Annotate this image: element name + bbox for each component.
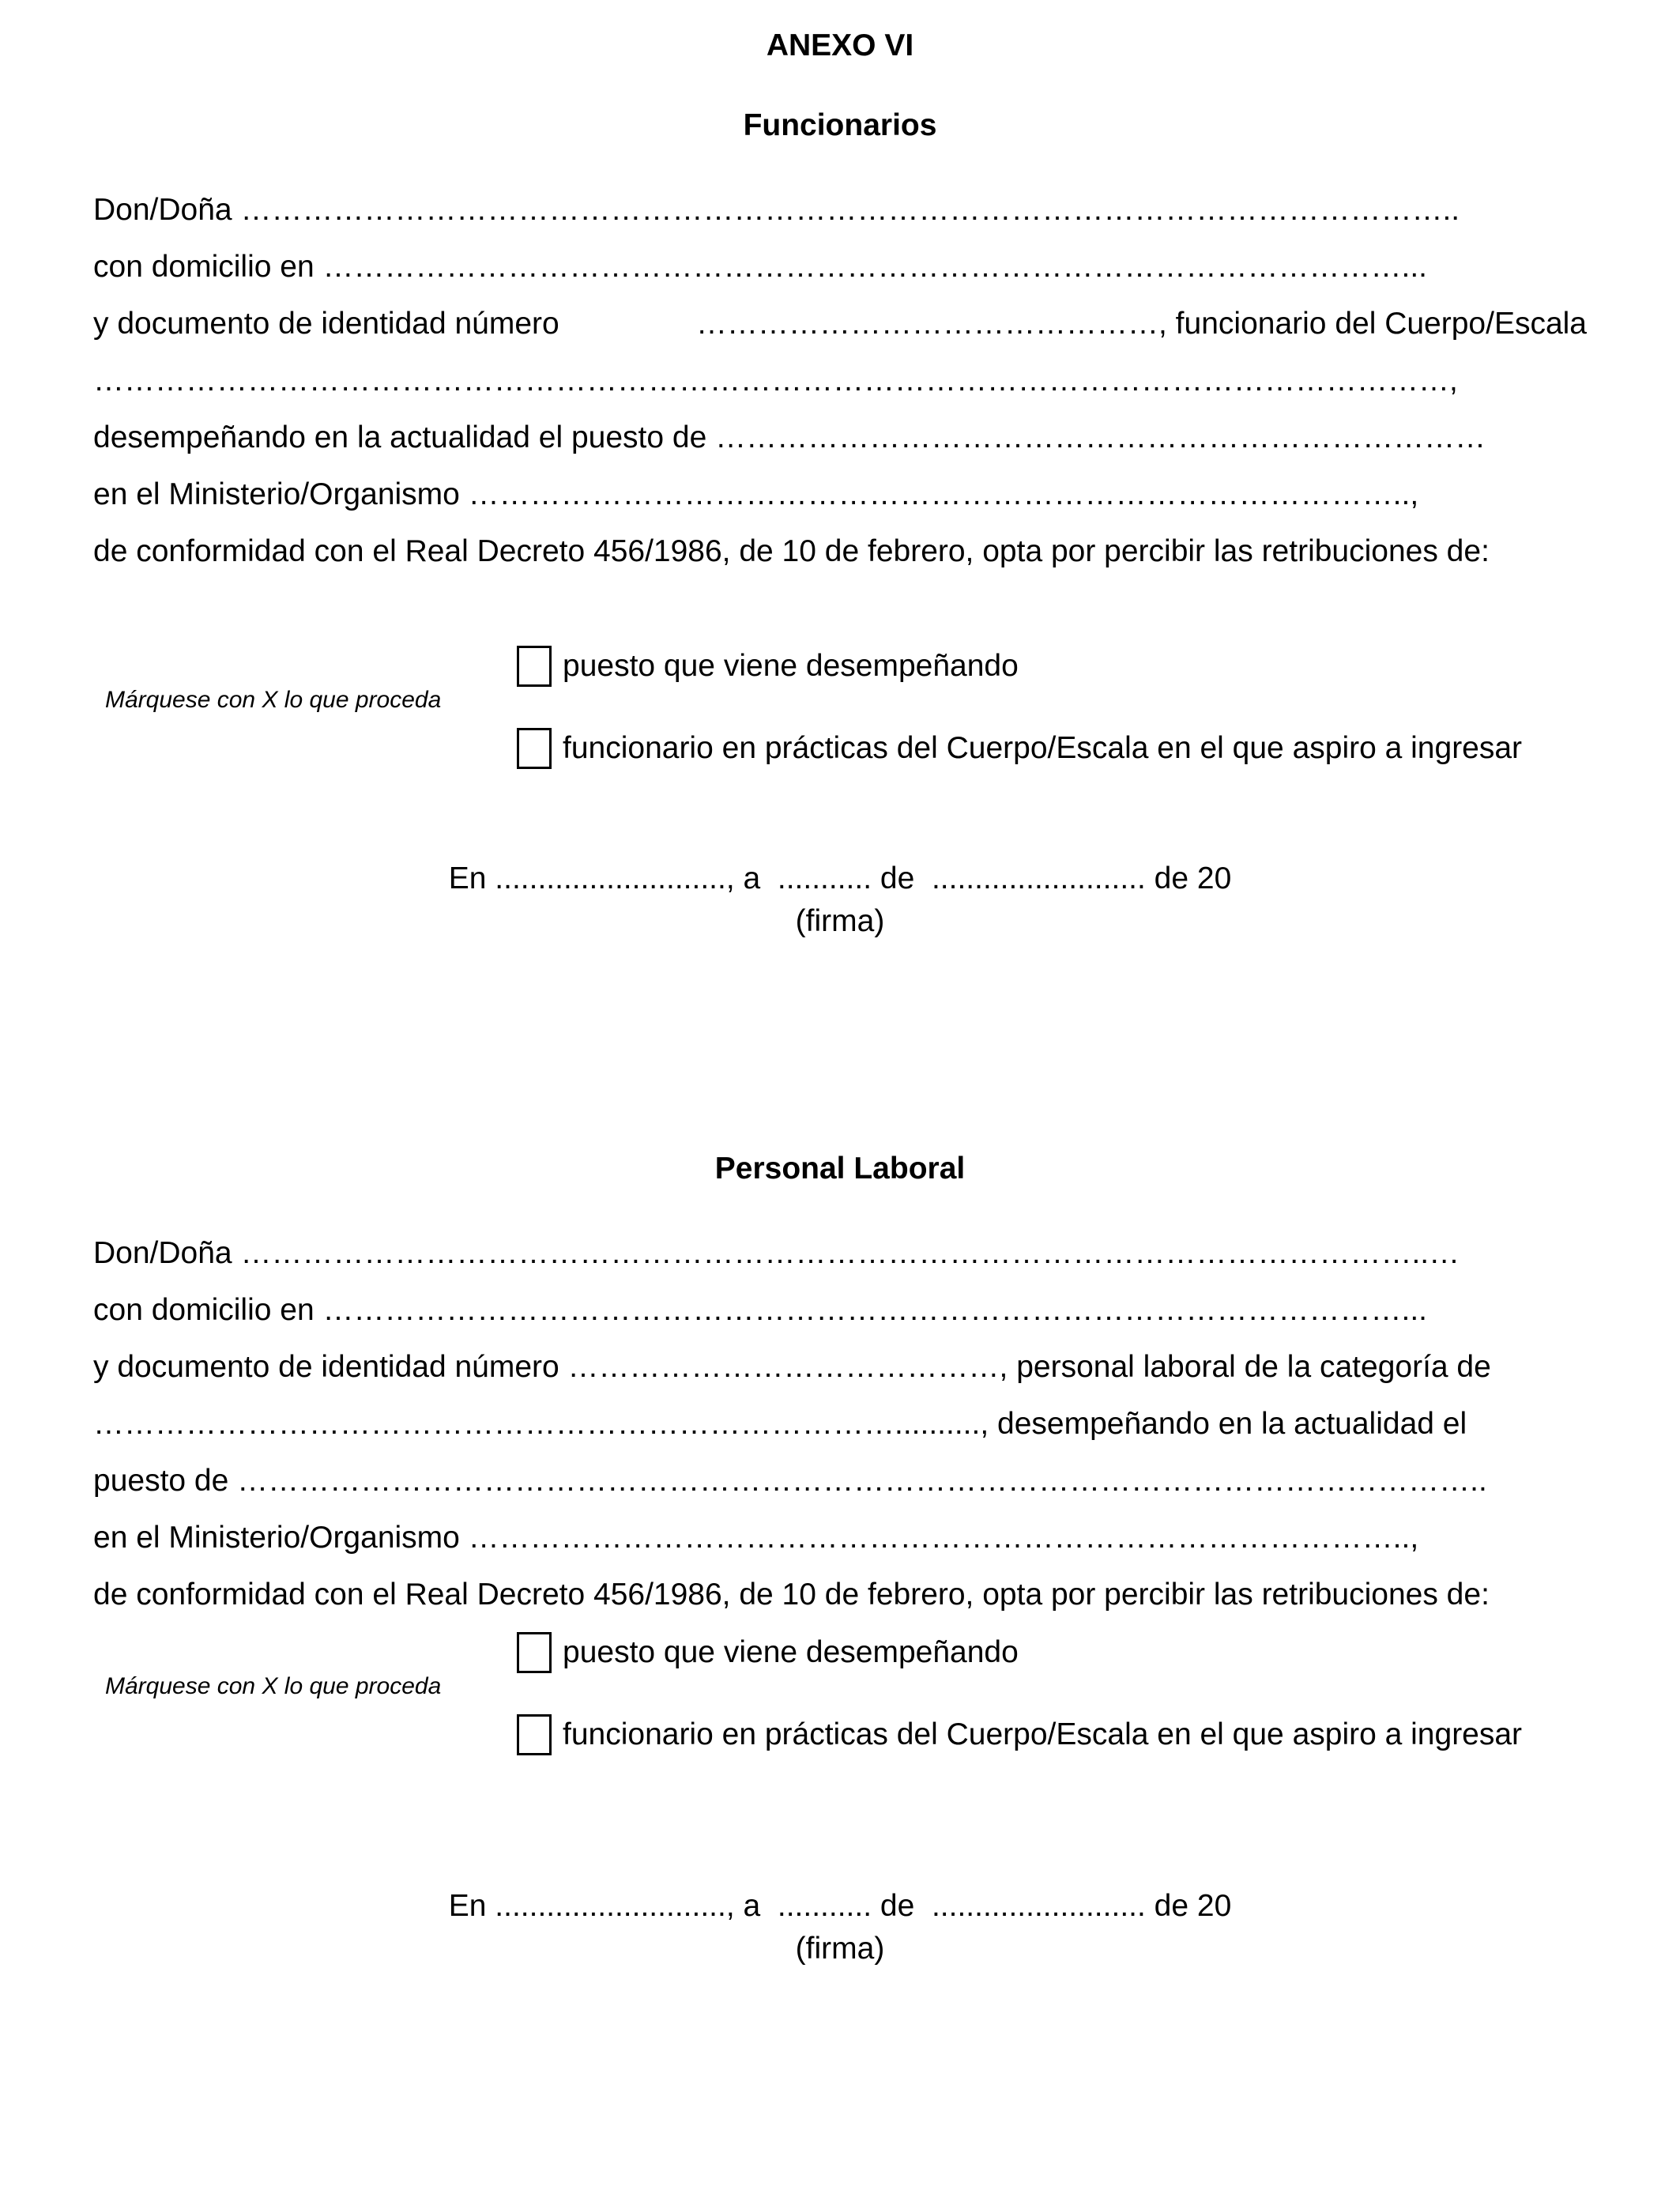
form-line-domicilio: con domicilio en ……………………………………………………………………………………………... xyxy=(93,1293,1427,1327)
form-line-documento xyxy=(93,305,1587,343)
form-line-puesto: desempeñando en la actualidad el puesto de ………………………………………………………………… xyxy=(93,420,1486,454)
form-line-domicilio: con domicilio en ……………………………………………………………………………………………... xyxy=(93,250,1427,284)
date-line: En ..........................., a ........... de ......................... de 20 xyxy=(448,1889,1232,1923)
form-line-documento: y documento de identidad número ……………………………………, personal laboral de la categoría de xyxy=(93,1350,1491,1384)
form-line-ministerio: en el Ministerio/Organismo ……………………………………………………………………………….., xyxy=(93,1521,1419,1555)
option-practicas[interactable] xyxy=(517,726,1522,771)
option-practicas-label: funcionario en prácticas del Cuerpo/Escala en el que aspiro a ingresar xyxy=(563,1717,1523,1751)
option-practicas-label: funcionario en prácticas del Cuerpo/Escala en el que aspiro a ingresar xyxy=(563,731,1523,765)
mark-instruction: Márquese con X lo que proceda xyxy=(105,687,442,713)
form-line-puesto: puesto de ………………………………………………………………………………………………………….. xyxy=(93,1464,1487,1498)
option-puesto-label: puesto que viene desempeñando xyxy=(563,1635,1019,1669)
signature-label: (firma) xyxy=(795,1932,885,1966)
form-line-nombre: Don/Doña ……………………………………………………………………………………………………..… xyxy=(93,1236,1460,1270)
checkbox-practicas[interactable] xyxy=(517,728,552,769)
section-title-funcionarios: Funcionarios xyxy=(743,108,937,142)
form-line-documento-label: y documento de identidad número xyxy=(93,307,559,341)
document-page xyxy=(93,0,1587,2194)
form-line-categoria: …………………………………………………………………….........., desempeñando en la actualidad el xyxy=(93,1407,1467,1441)
form-line-ministerio: en el Ministerio/Organismo ……………………………………………………………………………….., xyxy=(93,477,1419,511)
checkbox-puesto[interactable] xyxy=(517,646,552,687)
form-line-conformidad: de conformidad con el Real Decreto 456/1986, de 10 de febrero, opta por percibir las retribuciones de: xyxy=(93,534,1490,568)
option-puesto-label: puesto que viene desempeñando xyxy=(563,649,1019,683)
signature-label: (firma) xyxy=(795,904,885,938)
annex-title: ANEXO VI xyxy=(766,28,914,62)
option-puesto[interactable] xyxy=(517,1630,1019,1676)
section-title-personal-laboral: Personal Laboral xyxy=(714,1152,966,1186)
form-line-conformidad: de conformidad con el Real Decreto 456/1986, de 10 de febrero, opta por percibir las retribuciones de: xyxy=(93,1578,1490,1612)
form-line-cuerpo-escala: ……………………………………………………………………………………………………………………, xyxy=(93,364,1458,398)
form-line-nombre: Don/Doña ……………………………………………………………………………………………………….. xyxy=(93,193,1460,227)
mark-instruction: Márquese con X lo que proceda xyxy=(105,1673,442,1699)
option-puesto[interactable] xyxy=(517,643,1019,689)
checkbox-puesto[interactable] xyxy=(517,1632,552,1673)
form-line-documento-rest: ………………………………………, funcionario del Cuerpo/Escala xyxy=(696,307,1587,341)
option-practicas[interactable] xyxy=(517,1712,1522,1758)
date-line: En ..........................., a ........... de ......................... de 20 xyxy=(448,861,1232,895)
checkbox-practicas[interactable] xyxy=(517,1714,552,1755)
